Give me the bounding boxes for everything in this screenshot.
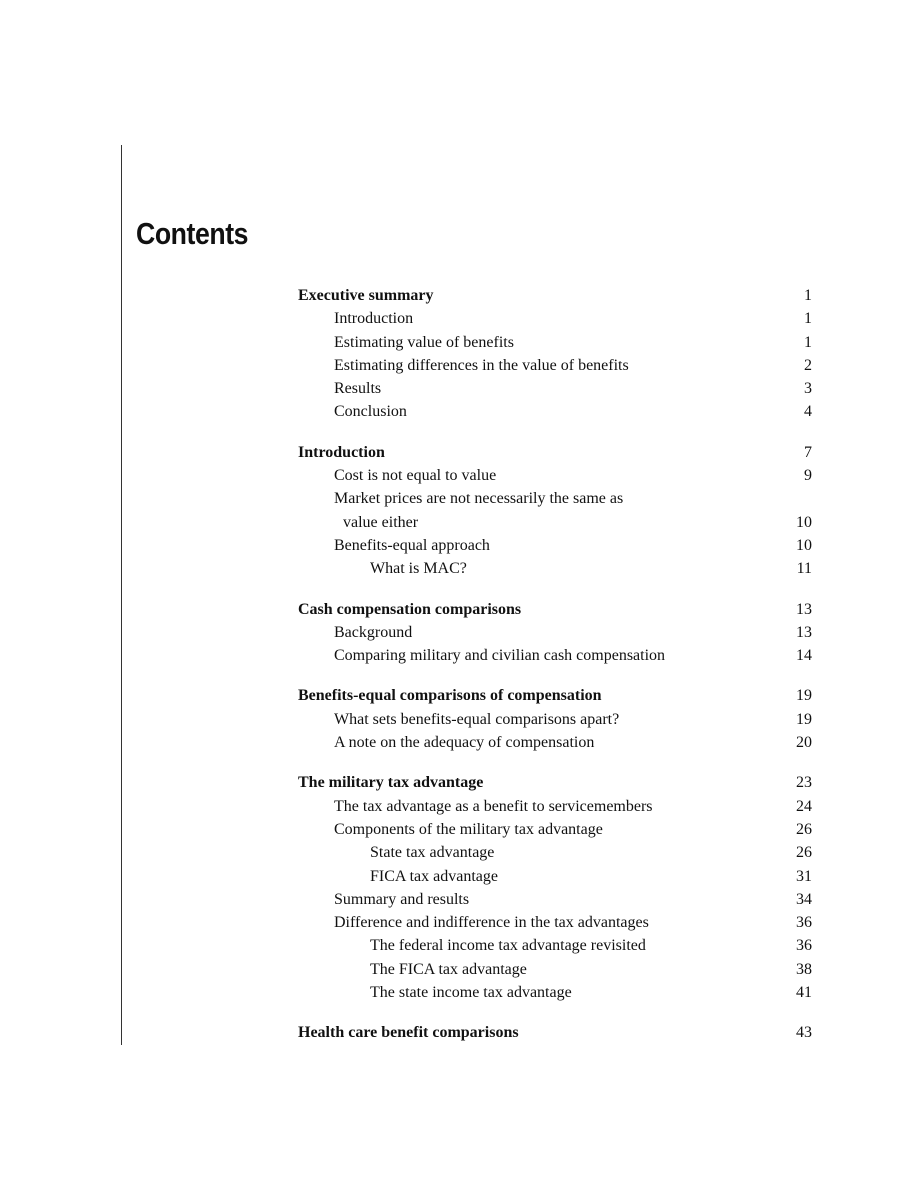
toc-entry-label: A note on the adequacy of compensation — [334, 734, 598, 751]
toc-entry-label: Cash compensation comparisons — [298, 601, 525, 618]
toc-entry[interactable] — [298, 818, 812, 841]
toc-entry[interactable] — [298, 981, 812, 1004]
toc-entry-label: Introduction — [298, 444, 389, 461]
toc-section — [298, 284, 812, 424]
toc-entry[interactable] — [298, 557, 812, 580]
toc-entry-label: Background — [334, 624, 416, 641]
toc-entry-label: Results — [334, 380, 385, 397]
toc-entry-label: Components of the military tax advantage — [334, 821, 607, 838]
toc-entry[interactable] — [298, 307, 812, 330]
toc-page-number: 4 — [804, 403, 812, 421]
toc-entry[interactable] — [298, 934, 812, 957]
toc-page-number: 38 — [796, 960, 812, 978]
toc-entry-label: The military tax advantage — [298, 774, 487, 791]
toc-page-number: 13 — [796, 623, 812, 641]
toc-entry-label: Comparing military and civilian cash compensation — [334, 647, 669, 664]
toc-page-number: 14 — [796, 647, 812, 665]
margin-rule — [121, 145, 122, 1045]
toc-page-number: 43 — [796, 1024, 812, 1042]
toc-page-number: 19 — [796, 687, 812, 705]
toc-entry-label: Market prices are not necessarily the same as — [334, 490, 627, 507]
toc-entry[interactable] — [298, 511, 812, 534]
toc-entry-label: What is MAC? — [370, 560, 471, 577]
toc-section — [298, 441, 812, 581]
toc-section — [298, 771, 812, 1004]
toc-entry-label: What sets benefits-equal comparisons apart? — [334, 711, 623, 728]
toc-page-number: 24 — [796, 797, 812, 815]
toc-entry[interactable] — [298, 865, 812, 888]
toc-entry[interactable] — [298, 377, 812, 400]
toc-section — [298, 598, 812, 668]
toc-page-number: 20 — [796, 734, 812, 752]
toc-page-number: 10 — [796, 513, 812, 531]
toc-heading-entry[interactable] — [298, 598, 812, 621]
toc-entry-label: The federal income tax advantage revisited — [370, 937, 650, 954]
toc-entry-label: Difference and indifference in the tax advantages — [334, 914, 653, 931]
toc-page-number: 36 — [796, 914, 812, 932]
toc-page-number: 13 — [796, 600, 812, 618]
toc-heading-entry[interactable] — [298, 284, 812, 307]
toc-entry[interactable] — [298, 731, 812, 754]
toc-entry-label: The tax advantage as a benefit to servicemembers — [334, 798, 657, 815]
toc-entry-label: Estimating differences in the value of benefits — [334, 357, 633, 374]
toc-entry[interactable] — [298, 841, 812, 864]
toc-entry-label: Health care benefit comparisons — [298, 1024, 523, 1041]
toc-page-number: 10 — [796, 536, 812, 554]
toc-entry-label: Cost is not equal to value — [334, 467, 500, 484]
toc-page-number: 19 — [796, 710, 812, 728]
table-of-contents — [298, 284, 812, 1062]
toc-entry[interactable] — [298, 534, 812, 557]
toc-page-number: 23 — [796, 774, 812, 792]
toc-page-number: 9 — [804, 467, 812, 485]
toc-entry[interactable] — [298, 888, 812, 911]
toc-page-number: 31 — [796, 867, 812, 885]
toc-page-number: 2 — [804, 356, 812, 374]
page-title: Contents — [136, 216, 249, 251]
toc-entry[interactable] — [298, 621, 812, 644]
toc-section — [298, 1021, 812, 1044]
toc-heading-entry[interactable] — [298, 441, 812, 464]
toc-page-number: 11 — [796, 560, 812, 578]
toc-entry-label: Benefits-equal comparisons of compensation — [298, 687, 606, 704]
toc-page-number: 41 — [796, 984, 812, 1002]
toc-entry[interactable] — [298, 644, 812, 667]
toc-entry-label: Conclusion — [334, 403, 411, 420]
toc-entry-label: The FICA tax advantage — [370, 961, 531, 978]
toc-heading-entry[interactable] — [298, 1021, 812, 1044]
toc-entry-label: Benefits-equal approach — [334, 537, 494, 554]
toc-entry[interactable] — [298, 708, 812, 731]
toc-entry-label: Introduction — [334, 310, 417, 327]
toc-page-number: 1 — [804, 333, 812, 351]
toc-entry[interactable] — [298, 331, 812, 354]
toc-entry-label: Estimating value of benefits — [334, 334, 518, 351]
toc-entry[interactable] — [298, 464, 812, 487]
toc-entry[interactable] — [298, 400, 812, 423]
toc-page-number: 34 — [796, 890, 812, 908]
toc-page-number: 26 — [796, 820, 812, 838]
toc-entry[interactable] — [298, 958, 812, 981]
toc-entry-label: Executive summary — [298, 287, 438, 304]
toc-entry-label: State tax advantage — [370, 844, 498, 861]
toc-page-number: 26 — [796, 844, 812, 862]
toc-section — [298, 684, 812, 754]
toc-page-number: 3 — [804, 380, 812, 398]
toc-page-number: 7 — [804, 443, 812, 461]
toc-page-number: 1 — [804, 310, 812, 328]
toc-page-number: 1 — [804, 287, 812, 304]
toc-page-number: 36 — [796, 937, 812, 955]
toc-heading-entry[interactable] — [298, 771, 812, 794]
toc-entry-label: The state income tax advantage — [370, 984, 576, 1001]
toc-entry[interactable] — [298, 487, 812, 510]
toc-entry-label: FICA tax advantage — [370, 868, 502, 885]
toc-entry[interactable] — [298, 911, 812, 934]
toc-heading-entry[interactable] — [298, 684, 812, 707]
toc-entry-label: Summary and results — [334, 891, 473, 908]
toc-entry[interactable] — [298, 354, 812, 377]
toc-entry[interactable] — [298, 795, 812, 818]
toc-entry-label: value either — [343, 514, 422, 531]
